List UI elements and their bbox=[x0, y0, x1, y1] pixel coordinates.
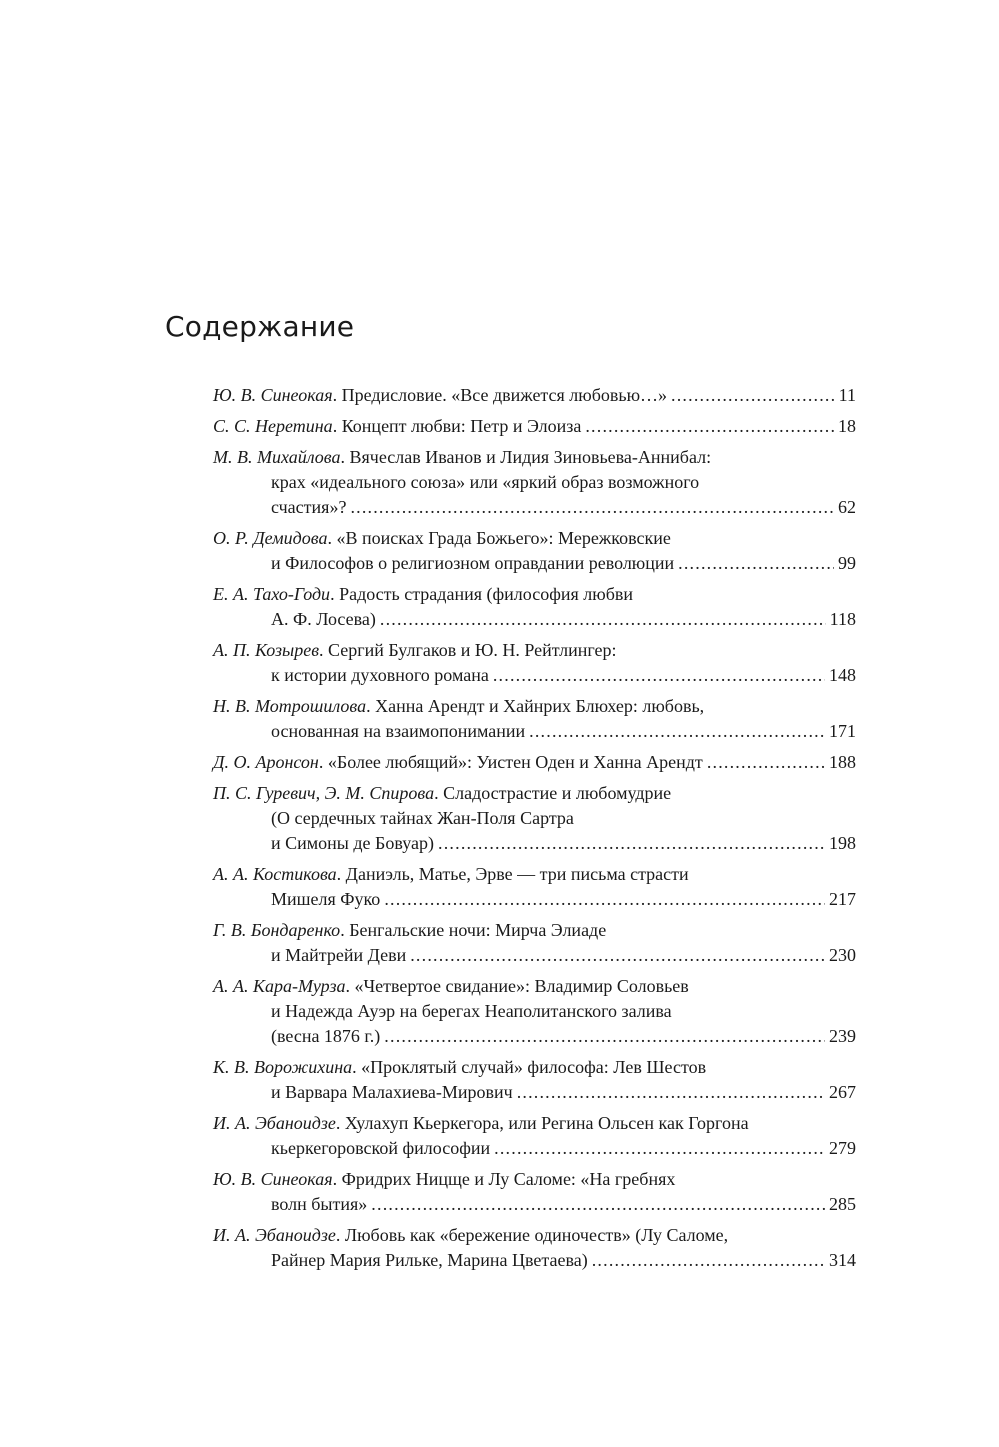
toc-dot-leader bbox=[707, 750, 825, 775]
toc-entry[interactable] bbox=[213, 414, 856, 439]
toc-page-number: 314 bbox=[829, 1250, 856, 1270]
toc-entry[interactable] bbox=[213, 445, 856, 520]
toc-entry-first-line bbox=[213, 974, 856, 999]
table-of-contents bbox=[213, 383, 856, 1279]
toc-entry-continuation-line bbox=[213, 495, 856, 520]
toc-author-separator: . bbox=[336, 864, 346, 884]
toc-page-number: 217 bbox=[829, 889, 856, 909]
toc-dot-leader bbox=[517, 1080, 825, 1105]
toc-author-separator: . bbox=[340, 447, 350, 467]
toc-dot-leader bbox=[371, 1192, 825, 1217]
toc-title-text: (О сердечных тайнах Жан-Поля Сартра bbox=[271, 808, 574, 828]
toc-title-text: и Варвара Малахиева-Мирович bbox=[271, 1082, 513, 1102]
toc-entry-continuation-line bbox=[213, 831, 856, 856]
toc-entry-continuation-line bbox=[213, 470, 856, 495]
toc-entry-first-line bbox=[213, 638, 856, 663]
toc-entry-continuation-line bbox=[213, 1024, 856, 1049]
toc-page-number: 99 bbox=[838, 553, 856, 573]
toc-dot-leader bbox=[384, 887, 825, 912]
toc-page-number: 285 bbox=[829, 1194, 856, 1214]
toc-page-number: 188 bbox=[829, 752, 856, 772]
toc-entry[interactable] bbox=[213, 918, 856, 968]
toc-author: А. А. Костикова bbox=[213, 864, 337, 884]
toc-entry-continuation-line bbox=[213, 1248, 856, 1273]
toc-author: И. А. Эбаноидзе bbox=[213, 1225, 336, 1245]
toc-author: Г. В. Бондаренко bbox=[213, 920, 341, 940]
toc-author: О. Р. Демидова bbox=[213, 528, 328, 548]
toc-entry-continuation-line bbox=[213, 607, 856, 632]
toc-author: П. С. Гуревич, Э. М. Спирова bbox=[213, 783, 435, 803]
toc-page-number: 148 bbox=[829, 665, 856, 685]
toc-entry[interactable] bbox=[213, 1111, 856, 1161]
toc-entry-first-line bbox=[213, 918, 856, 943]
toc-author: С. С. Неретина bbox=[213, 416, 333, 436]
toc-dot-leader bbox=[493, 663, 825, 688]
toc-entry-first-line bbox=[213, 383, 856, 408]
toc-author: К. В. Ворожихина bbox=[213, 1057, 353, 1077]
toc-author: Д. О. Аронсон bbox=[213, 752, 319, 772]
toc-author-separator: . bbox=[332, 385, 342, 405]
toc-entry-first-line bbox=[213, 1055, 856, 1080]
toc-dot-leader bbox=[350, 495, 834, 520]
toc-title-text: Сергий Булгаков и Ю. Н. Рейтлингер: bbox=[328, 640, 617, 660]
toc-title-text: крах «идеального союза» или «яркий образ возможного bbox=[271, 472, 700, 492]
toc-page-number: 230 bbox=[829, 945, 856, 965]
toc-author-separator: . bbox=[319, 640, 329, 660]
toc-page-number: 118 bbox=[829, 609, 856, 629]
toc-entry-first-line bbox=[213, 862, 856, 887]
toc-author-separator: . bbox=[345, 976, 355, 996]
toc-author: А. П. Козырев bbox=[213, 640, 320, 660]
toc-author: Ю. В. Синеокая bbox=[213, 385, 333, 405]
toc-author-separator: . bbox=[340, 920, 350, 940]
toc-dot-leader bbox=[592, 1248, 825, 1273]
toc-dot-leader bbox=[494, 1136, 825, 1161]
toc-entry-first-line bbox=[213, 781, 856, 806]
toc-title-text: кьеркегоровской философии bbox=[271, 1138, 491, 1158]
toc-title-text: А. Ф. Лосева) bbox=[271, 609, 376, 629]
toc-entry-continuation-line bbox=[213, 887, 856, 912]
toc-entry-continuation-line bbox=[213, 1192, 856, 1217]
toc-title-text: Любовь как «бережение одиночеств» (Лу Саломе, bbox=[344, 1225, 729, 1245]
toc-page-number: 198 bbox=[829, 833, 856, 853]
toc-entry[interactable] bbox=[213, 781, 856, 856]
toc-author-separator: . bbox=[330, 584, 340, 604]
toc-author-separator: . bbox=[332, 416, 342, 436]
toc-entry[interactable] bbox=[213, 1055, 856, 1105]
toc-author: Е. А. Тахо-Годи bbox=[213, 584, 331, 604]
toc-entry[interactable] bbox=[213, 638, 856, 688]
toc-title-text: «Более любящий»: Уистен Оден и Ханна Арендт bbox=[327, 752, 703, 772]
toc-dot-leader bbox=[671, 383, 835, 408]
toc-dot-leader bbox=[678, 551, 834, 576]
toc-author: М. В. Михайлова bbox=[213, 447, 341, 467]
toc-entry[interactable] bbox=[213, 694, 856, 744]
toc-entry-first-line bbox=[213, 414, 856, 439]
toc-entry-first-line bbox=[213, 445, 856, 470]
toc-title-text: Хулахуп Кьеркегора, или Регина Ольсен как Горгона bbox=[344, 1113, 749, 1133]
toc-title-text: Бенгальские ночи: Мирча Элиаде bbox=[349, 920, 607, 940]
toc-dot-leader bbox=[410, 943, 825, 968]
toc-title-text: Райнер Мария Рильке, Марина Цветаева) bbox=[271, 1250, 588, 1270]
toc-title-text: Фридрих Ницще и Лу Саломе: «На гребнях bbox=[341, 1169, 676, 1189]
toc-entry[interactable] bbox=[213, 750, 856, 775]
toc-entry-first-line bbox=[213, 526, 856, 551]
toc-title-text: Концепт любви: Петр и Элоиза bbox=[341, 416, 582, 436]
page-title: Содержание bbox=[165, 310, 355, 343]
toc-author: И. А. Эбаноидзе bbox=[213, 1113, 336, 1133]
toc-title-text: «Четвертое свидание»: Владимир Соловьев bbox=[354, 976, 689, 996]
toc-entry[interactable] bbox=[213, 1167, 856, 1217]
toc-title-text: (весна 1876 г.) bbox=[271, 1026, 381, 1046]
toc-title-text: и Надежда Ауэр на берегах Неаполитанского залива bbox=[271, 1001, 672, 1021]
toc-dot-leader bbox=[529, 719, 825, 744]
toc-page-number: 11 bbox=[838, 385, 856, 405]
toc-title-text: основанная на взаимопонимании bbox=[271, 721, 526, 741]
toc-page-number: 239 bbox=[829, 1026, 856, 1046]
toc-entry-continuation-line bbox=[213, 1136, 856, 1161]
toc-author-separator: . bbox=[335, 1113, 345, 1133]
toc-entry-continuation-line bbox=[213, 1080, 856, 1105]
toc-title-text: «Проклятый случай» философа: Лев Шестов bbox=[361, 1057, 707, 1077]
toc-entry-continuation-line bbox=[213, 999, 856, 1024]
toc-page-number: 267 bbox=[829, 1082, 856, 1102]
toc-entry[interactable] bbox=[213, 526, 856, 576]
toc-title-text: и Майтрейи Деви bbox=[271, 945, 407, 965]
toc-dot-leader bbox=[585, 414, 834, 439]
toc-title-text: и Философов о религиозном оправдании революции bbox=[271, 553, 675, 573]
toc-author: Ю. В. Синеокая bbox=[213, 1169, 333, 1189]
toc-author-separator: . bbox=[332, 1169, 342, 1189]
toc-title-text: Даниэль, Матье, Эрве — три письма страсти bbox=[345, 864, 689, 884]
toc-author-separator: . bbox=[318, 752, 328, 772]
toc-page-number: 171 bbox=[829, 721, 856, 741]
toc-entry[interactable] bbox=[213, 383, 856, 408]
toc-page-number: 62 bbox=[838, 497, 856, 517]
toc-entry-continuation-line bbox=[213, 943, 856, 968]
toc-entry[interactable] bbox=[213, 974, 856, 1049]
toc-author-separator: . bbox=[327, 528, 337, 548]
toc-entry-first-line bbox=[213, 694, 856, 719]
toc-title-text: Мишеля Фуко bbox=[271, 889, 381, 909]
toc-dot-leader bbox=[380, 607, 826, 632]
toc-page-number: 279 bbox=[829, 1138, 856, 1158]
toc-author-separator: . bbox=[335, 1225, 345, 1245]
toc-author-separator: . bbox=[434, 783, 444, 803]
toc-entry-continuation-line bbox=[213, 806, 856, 831]
toc-title-text: Сладострастие и любомудрие bbox=[443, 783, 672, 803]
toc-entry[interactable] bbox=[213, 862, 856, 912]
toc-entry-first-line bbox=[213, 582, 856, 607]
toc-title-text: «В поисках Града Божьего»: Мережковские bbox=[336, 528, 671, 548]
toc-entry-continuation-line bbox=[213, 663, 856, 688]
toc-title-text: и Симоны де Бовуар) bbox=[271, 833, 435, 853]
toc-entry-continuation-line bbox=[213, 719, 856, 744]
toc-title-text: волн бытия» bbox=[271, 1194, 368, 1214]
toc-author: Н. В. Мотрошилова bbox=[213, 696, 367, 716]
toc-title-text: Вячеслав Иванов и Лидия Зиновьева-Аннибал: bbox=[349, 447, 712, 467]
toc-author: А. А. Кара-Мурза bbox=[213, 976, 346, 996]
toc-title-text: Ханна Арендт и Хайнрих Блюхер: любовь, bbox=[375, 696, 705, 716]
toc-dot-leader bbox=[438, 831, 825, 856]
toc-page-number: 18 bbox=[838, 416, 856, 436]
toc-entry[interactable] bbox=[213, 1223, 856, 1273]
toc-entry-first-line bbox=[213, 1223, 856, 1248]
toc-entry-continuation-line bbox=[213, 551, 856, 576]
toc-entry[interactable] bbox=[213, 582, 856, 632]
toc-entry-first-line bbox=[213, 750, 856, 775]
toc-entry-first-line bbox=[213, 1111, 856, 1136]
toc-title-text: Предисловие. «Все движется любовью…» bbox=[341, 385, 668, 405]
toc-entry-first-line bbox=[213, 1167, 856, 1192]
toc-title-text: к истории духовного романа bbox=[271, 665, 489, 685]
toc-author-separator: . bbox=[366, 696, 376, 716]
toc-author-separator: . bbox=[352, 1057, 362, 1077]
toc-dot-leader bbox=[384, 1024, 825, 1049]
toc-title-text: счастия»? bbox=[271, 497, 347, 517]
toc-title-text: Радость страдания (философия любви bbox=[339, 584, 633, 604]
